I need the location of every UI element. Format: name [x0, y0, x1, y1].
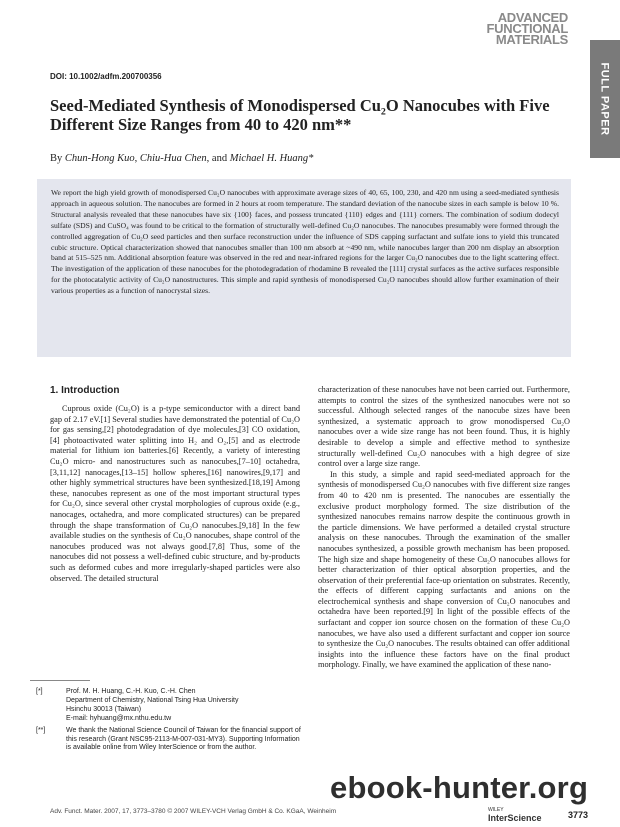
footnote — [36, 688, 304, 724]
section-heading: 1. Introduction — [50, 385, 120, 396]
page-footer: Adv. Funct. Mater. 2007, 17, 3773–3780 © 2007 WILEY-VCH Verlag GmbH & Co. KGaA, Weinheim — [50, 808, 337, 815]
author-separator: , and — [206, 153, 230, 164]
footnote-line: Hsinchu 30013 (Taiwan) — [66, 705, 142, 713]
author-separator: , — [134, 153, 140, 164]
journal-logo — [487, 12, 569, 45]
journal-logo-line-2: FUNCTIONAL — [486, 21, 568, 36]
wiley-logo-text: InterScience — [488, 813, 542, 823]
footnote-line: We thank the National Science Council of Taiwan for the financial support of this research (Grant NSC95-2113-M-007-031-MY3). Supporting Information is available online from Wiley InterScience or from the author. — [66, 726, 301, 752]
footnote-mark: [**] — [36, 726, 46, 734]
body-column-right — [318, 385, 570, 671]
doi: DOI: 10.1002/adfm.200700356 — [50, 72, 162, 81]
footnotes — [36, 688, 304, 756]
wiley-interscience-logo — [488, 808, 542, 823]
footnote-mark: [*] — [36, 688, 43, 695]
footnote-line: Prof. M. H. Huang, C.-H. Kuo, C.-H. Chen — [66, 688, 196, 695]
abstract: We report the high yield growth of monodispersed Cu₂O nanocubes with approximate average sizes of 40, 65, 100, 230, and 420 nm using a seed-mediated synthesis approach in aqueous solution. The nanocubes are formed in 2 hours at room temperature. The standard deviation of the nanocube sizes in each sample is below 10 %. Structural analysis revealed that these nanocubes have six {100} faces, and possess truncated {110} edges and {111} corners. The combination of sodium dodecyl sulfate (SDS) and CuSO₄ was found to be critical to the formation of structurally well-defined Cu₂O nanocubes. The nanocubes presumably were formed through the controlled aggregation of Cu₂O seed particles and then surface reconstruction under the influence of SDS capping surfactant and sulfate ions to yield this truncated cubic structure. Optical characterization showed that nanocubes smaller than 100 nm absorb at ~490 nm, while nanocubes larger than 200 nm display an absorption band at 515–525 nm. Additional absorption feature was observed in the red and near-infrared regions for the larger Cu₂O nanocubes due to the light scattering effect. The investigation of the application of these nanocubes for the photodegradation of rhodamine B revealed the [111] crystal surfaces as the active surfaces responsible for the photocatalytic activity of Cu₂O nanostructures. This simple and rapid synthesis of monodispersed Cu₂O nanocubes should allow further examination of their various properties as a function of nanocrystal sizes. — [37, 179, 571, 357]
author-name: Chun-Hong Kuo — [64, 153, 135, 164]
journal-logo-line-1: ADVANCED — [497, 10, 568, 25]
footnote — [36, 727, 304, 754]
author-line — [50, 153, 313, 164]
wiley-logo-top: WILEY — [488, 807, 504, 813]
body-column-left — [50, 404, 300, 584]
journal-logo-line-3: MATERIALS — [495, 32, 568, 47]
footnote-line: Department of Chemistry, National Tsing Hua University — [66, 696, 239, 704]
author-name: Michael H. Huang* — [229, 153, 314, 164]
paper-title: Seed-Mediated Synthesis of Monodispersed Cu₂O Nanocubes with Five Different Size Ranges from 40 to 420 nm** — [50, 96, 550, 134]
author-name: Chiu-Hua Chen — [139, 153, 207, 164]
footnote-body — [66, 727, 304, 754]
body-paragraph: In this study, a simple and rapid seed-mediated approach for the synthesis of monodispersed Cu₂O nanocubes with five different size ranges from 40 to 420 nm is presented. The nanocubes are essentially the exclusive product morphology formed. The size distribution of the synthesized nanocubes remains narrow despite the continuous growth in the particle dimensions. We have performed a detailed crystal structure analysis on these nanocubes. Through the examination of the smaller nanocubes synthesized, a possible growth mechanism has been proposed. The high size and shape homogeneity of these Cu₂O nanocubes allows for better characterization of thier optical absorption properties, and the observation of their preferential face-up orientation on substrates. Recently, the effects of different capping surfactants and anions on the electrochemical synthesis and shape conversion of Cu₂O nanocubes and octahedra have been reported.[9] In light of the possible effects of the surfactant and copper ion source chosen on the formation of these Cu₂O nanocubes, we have also used a different surfactant and copper ion source to synthesize the Cu₂O nanocubes. The results obtained can offer additional insights into the influence these factors have on the final product morphology. Finally, we have examined the application of these nano- — [318, 469, 570, 670]
side-tab-label: FULL PAPER — [599, 62, 612, 136]
footnote-divider — [30, 680, 90, 681]
author-by: By — [50, 153, 63, 164]
page-number: 3773 — [568, 810, 589, 820]
body-paragraph: Cuprous oxide (Cu₂O) is a p-type semiconductor with a direct band gap of 2.17 eV.[1] Several studies have demonstrated the potential of Cu₂O for gas sensing,[2] photodegradation of dye molecules,[3] CO oxidation,[4] photoactivated water splitting into H₂ and O₂,[5] and as electrode material for lithium ion batteries.[6] Recently, a variety of interesting Cu₂O micro- and nanostructures such as nanocubes,[7–10] octahedra,[3,11,12] nanocages,[13–15] hollow spheres,[16] nanowires,[9,17] and other highly symmetrical structures have been synthesized.[18,19] Among these, nanocubes represent as one of the most important structural types for Cu₂O, since several other crystal morphologies of cuprous oxide (e.g., nanocages, octahedra, and more complicated structures) can be prepared through the shape transformation of Cu₂O nanocubes.[9,18] In the few available studies on the synthesis of Cu₂O nanocubes, shape control of the nanocubes produced was not always good.[7,8] Thus, some of the nanocubes did not possess a well-defined cubic structure, and by-products such as deformed cubes and more irregularly-shaped particles were also observed. The detailed structural — [50, 404, 300, 583]
section-side-tab — [590, 40, 620, 158]
footnote-line: E-mail: hyhuang@mx.nthu.edu.tw — [66, 714, 172, 722]
body-paragraph: characterization of these nanocubes have not been carried out. Furthermore, attempts to control the sizes of the synthesized nanocubes were not so successful. Although selected ranges of the nanocube sizes have been synthesized, a systematic approach to grow monodispersed Cu₂O nanocubes over a wide size range has not been found. Thus, it is highly desirable to develop a simple and effective method to synthesize structurally well-defined Cu₂O nanocubes with a high degree of size control over a large size range. — [318, 385, 570, 469]
footnote-body — [66, 688, 304, 724]
watermark: ebook-hunter.org — [330, 770, 589, 805]
